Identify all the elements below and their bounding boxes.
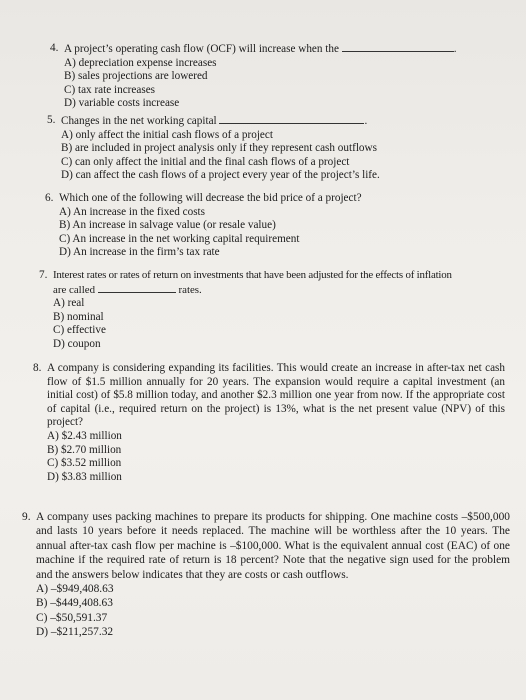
question-stem: Changes in the net working capital . [61, 115, 368, 127]
option-a: A) $2.43 million [47, 429, 122, 442]
option-a: A) real [53, 297, 85, 310]
option-d: D) –$211,257.32 [36, 626, 114, 639]
question-number: 6. [45, 192, 54, 204]
question-stem: Which one of the following will decrease the bid price of a project? [59, 192, 362, 204]
question-4 [50, 42, 464, 111]
question-stem: A company is considering expanding its facilities. This would create an increase in after-tax net cash flow of $1.5 million annually for 20 years. The expansion would require a capital investment (an initial cost) of $5.8 million today, and another $2.3 million one year from now. If the appropriate cost of capital (i.e., required return on the project) is 13%, what is the net present value (NPV) of this project? [47, 362, 505, 429]
option-c: C) –$50,591.37 [36, 611, 108, 624]
question-number: 8. [33, 362, 42, 374]
option-d: D) $3.83 million [47, 470, 122, 483]
option-c: C) $3.52 million [47, 457, 122, 470]
option-c: C) can only affect the initial and the final cash flows of a project [61, 155, 350, 168]
option-a: A) An increase in the fixed costs [59, 205, 206, 218]
option-c: C) tax rate increases [64, 83, 156, 96]
option-a: A) only affect the initial cash flows of a project [61, 128, 273, 141]
question-9 [22, 510, 510, 640]
question-number: 5. [47, 114, 56, 126]
question-8 [33, 362, 505, 484]
question-stem: A company uses packing machines to prepare its products for shipping. One machine costs –$500,000 and lasts 10 years before it needs replaced. The machine will be worthless after the 10 years. The annual after-tax cash flow per machine is –$100,000. What is the equivalent annual cost (EAC) of one machine if the required rate of return is 18 percent? Note that the negative sign used for the problem and the answers below indicates that they are costs or cash outflows. [36, 511, 510, 581]
question-stem: Interest rates or rates of return on investments that have been adjusted for the effects of inflation are called rates. [53, 269, 452, 296]
option-b: B) –$449,408.63 [36, 597, 113, 610]
question-number: 7. [39, 269, 48, 281]
answer-blank [219, 114, 364, 124]
option-d: D) can affect the cash flows of a project every year of the project’s life. [61, 169, 380, 182]
option-b: B) An increase in salvage value (or resale value) [59, 219, 276, 232]
option-d: D) An increase in the firm’s tax rate [59, 246, 220, 259]
question-number: 9. [22, 511, 31, 523]
question-6 [45, 192, 479, 260]
option-d: D) coupon [53, 337, 101, 350]
option-b: B) $2.70 million [47, 443, 122, 456]
option-a: A) –$949,408.63 [36, 583, 114, 596]
option-d: D) variable costs increase [64, 97, 180, 110]
option-a: A) depreciation expense increases [64, 56, 217, 69]
option-b: B) are included in project analysis only if they represent cash outflows [61, 142, 377, 155]
option-b: B) nominal [53, 310, 104, 323]
answer-blank [342, 42, 454, 52]
option-b: B) sales projections are lowered [64, 70, 208, 83]
question-5 [47, 114, 461, 183]
question-stem: A project’s operating cash flow (OCF) will increase when the . [64, 43, 457, 55]
option-c: C) An increase in the net working capital requirement [59, 232, 300, 245]
question-number: 4. [50, 42, 59, 54]
option-c: C) effective [53, 324, 106, 337]
answer-blank [98, 283, 176, 293]
question-7 [39, 269, 508, 352]
